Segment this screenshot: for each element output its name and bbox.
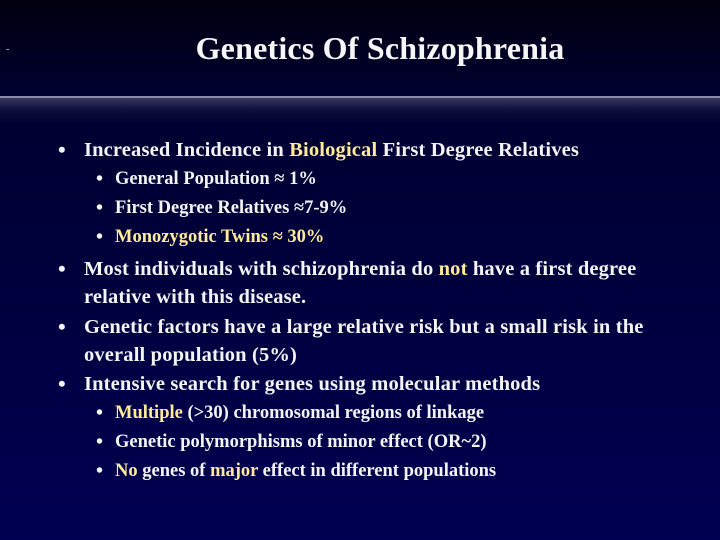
bullet-text-part: Increased Incidence in (84, 139, 290, 161)
bullet-dot-icon: • (96, 431, 104, 453)
sub-bullet-text (96, 400, 696, 426)
sub-bullet-text-part: genes of (137, 461, 211, 481)
bullet-dot-icon: • (58, 256, 66, 281)
sub-bullet-first-degree-relatives (96, 195, 696, 221)
sub-bullet-no-major-genes (96, 458, 696, 484)
highlight-no: No (115, 461, 138, 481)
sub-bullet-general-population (96, 166, 696, 192)
bullet-intensive-search (58, 370, 698, 398)
bullet-text-part: have a first degree relative with this disease. (84, 258, 637, 308)
sub-bullet-text-part: effect in different populations (258, 461, 497, 481)
sub-bullet-text: First Degree Relatives ≈7-9% (115, 198, 348, 218)
bullet-text (58, 255, 698, 311)
highlight-major: major (210, 461, 259, 481)
sub-bullet-text: Genetic polymorphisms of minor effect (OR~2) (115, 432, 487, 452)
bullet-genetic-factors (58, 313, 698, 369)
bullet-dot-icon: • (58, 314, 66, 339)
bullet-text-part: First Degree Relatives (377, 139, 580, 161)
bullet-text-part: Most individuals with schizophrenia do (84, 258, 439, 280)
highlight-biological: Biological (289, 139, 378, 161)
highlight-not: not (438, 258, 468, 280)
slide-title: Genetics Of Schizophrenia (195, 30, 565, 66)
bullet-most-individuals (58, 255, 698, 311)
highlight-multiple: Multiple (115, 403, 183, 423)
sub-bullet-genetic-polymorphisms (96, 429, 696, 455)
bullet-dot-icon: • (58, 137, 66, 162)
bullet-increased-incidence (58, 136, 698, 164)
bullet-dot-icon: • (58, 371, 66, 396)
sub-bullet-text: Monozygotic Twins ≈ 30% (115, 227, 325, 247)
sub-bullet-text-part: (>30) chromosomal regions of linkage (182, 403, 485, 423)
title-divider-glow (0, 96, 720, 122)
bullet-dot-icon: • (96, 197, 104, 219)
bullet-dot-icon: • (96, 168, 104, 190)
title-divider (0, 96, 720, 98)
dash-mark: - (6, 44, 10, 55)
bullet-dot-icon: • (96, 402, 104, 424)
sub-bullet-monozygotic-twins (96, 224, 696, 250)
bullet-text: Genetic factors have a large relative risk but a small risk in the overall population (5%) (84, 316, 644, 366)
bullet-dot-icon: • (96, 226, 104, 248)
sub-bullet-multiple-regions (96, 400, 696, 426)
sub-bullet-text: General Population ≈ 1% (115, 169, 317, 189)
bullet-text (58, 136, 698, 164)
bullet-text: Intensive search for genes using molecular methods (84, 373, 541, 395)
bullet-dot-icon: • (96, 460, 104, 482)
sub-bullet-text (96, 458, 696, 484)
